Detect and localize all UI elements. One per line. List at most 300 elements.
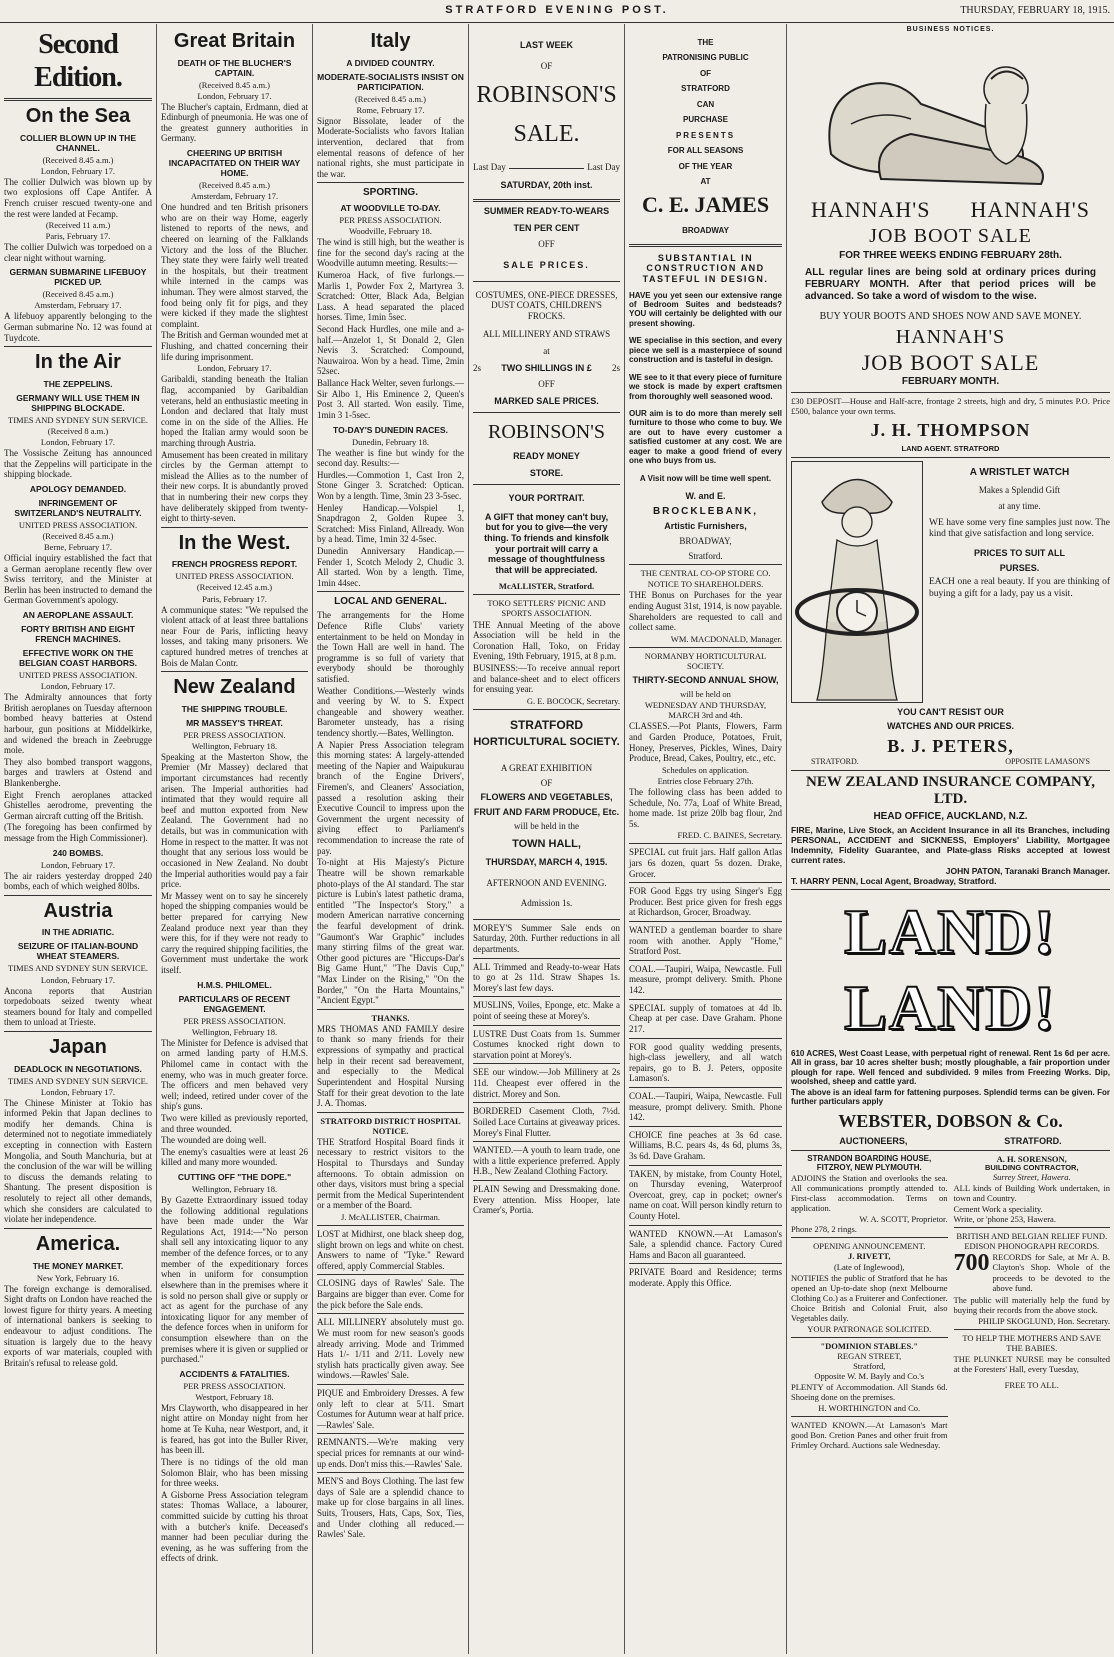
dateline: London, February 17. bbox=[40, 974, 116, 985]
ad-line: Surrey Street, Hawera. bbox=[992, 1172, 1071, 1183]
ad-line: at any time. bbox=[998, 501, 1041, 512]
divider bbox=[317, 1009, 464, 1010]
news-source: PER PRESS ASSOCIATION. bbox=[183, 1015, 286, 1026]
article-text: Two were killed as previously reported, and three wounded. bbox=[161, 1112, 308, 1134]
dateline: Wellington, February 18. bbox=[191, 740, 278, 751]
notice-text: BUSINESS:—To receive annual report and balance-sheet and to elect officers for ensuing year. bbox=[473, 662, 620, 695]
ad-line: OF THE YEAR bbox=[678, 161, 733, 171]
stratford-show-ad bbox=[473, 718, 620, 909]
dateline: London, February 17. bbox=[40, 681, 116, 692]
article-headline: AN AEROPLANE ASSAULT. bbox=[22, 609, 134, 620]
ad-signature: T. HARRY PENN, Local Agent, Broadway, Stratford. bbox=[791, 875, 997, 886]
dateline: Amsterdam, February 17. bbox=[34, 300, 122, 311]
dateline: Amsterdam, February 17. bbox=[190, 191, 279, 202]
ad-line: OF bbox=[540, 60, 553, 71]
article-text: Amusement has been created in military circles by the German attempt to mislead the Allies as to the number of their new corps. It is abundantly proved that in numbering their new corps they have deliberately skipped from twenty-eight to thirty-seven. bbox=[161, 449, 308, 524]
notice-heading: TOKO SETTLERS' PICNIC AND SPORTS ASSOCIATION. bbox=[487, 598, 606, 619]
ad-line: PURSES. bbox=[999, 562, 1040, 573]
classified-ad: MOREY'S Summer Sale ends on Saturday, 20th. Further reductions in all departments. bbox=[473, 922, 620, 954]
ad-line: OF bbox=[540, 777, 553, 788]
notice-heading: STRATFORD DISTRICT HOSPITAL NOTICE. bbox=[320, 1115, 461, 1136]
ad-title: LAND! LAND! bbox=[844, 896, 1057, 1043]
ad-line: OFF bbox=[538, 239, 555, 250]
article-text: The foreign exchange is demoralised. Sight drafts on London have reached the lowest figure for thirty years. A meeting of international bankers is seeking to endeavour to adjust conditions. The situation is largely due to the heavy exports of war materials, coupled with Britain's refusal to release gold. bbox=[4, 1283, 152, 1368]
notice-signature: WM. MACDONALD, Manager. bbox=[670, 633, 782, 644]
column-1 bbox=[0, 24, 156, 1652]
dateline: London, February 17. bbox=[40, 1086, 116, 1097]
column-5 bbox=[625, 24, 786, 1652]
ad-line: STRATFORD bbox=[681, 84, 730, 94]
ad-line: THE bbox=[697, 38, 714, 47]
column-3 bbox=[313, 24, 468, 1652]
ad-line: Stratford, bbox=[853, 1360, 886, 1371]
article-headline: APOLOGY DEMANDED. bbox=[29, 483, 127, 494]
ad-line: Write, or 'phone 253, Hawera. bbox=[953, 1214, 1056, 1225]
notice-text: THE Annual Meeting of the above Association will be held in the Coronation Hall, Toko, on Friday Evening, 19th February, 1915, at 8 p.m. bbox=[473, 619, 620, 662]
ad-line: W. and E. bbox=[685, 491, 726, 502]
land-ad bbox=[791, 894, 1110, 1147]
article-headline: GERMAN SUBMARINE LIFEBUOY PICKED UP. bbox=[9, 267, 147, 288]
ad-line: TWO SHILLINGS IN £ bbox=[501, 362, 592, 373]
lady-watch-illustration bbox=[791, 461, 923, 703]
divider bbox=[317, 591, 464, 592]
article-headline: EFFECTIVE WORK ON THE BELGIAN COAST HARBORS. bbox=[18, 648, 138, 669]
divider bbox=[317, 1112, 464, 1113]
article-headline: PARTICULARS OF RECENT ENGAGEMENT. bbox=[178, 993, 291, 1014]
hannah-ad bbox=[791, 26, 1110, 388]
article-headline: CHEERING UP BRITISH INCAPACITATED ON THEIR WAY HOME. bbox=[168, 148, 301, 179]
article-headline: INFRINGEMENT OF SWITZERLAND'S NEUTRALITY. bbox=[14, 497, 142, 518]
ad-line: COSTUMES, ONE-PIECE DRESSES, DUST COATS, CHILDREN'S FROCKS. bbox=[475, 289, 618, 321]
dateline: Westport, February 18. bbox=[195, 1391, 274, 1402]
article-text: A Napier Press Association telegram this morning states: A largely-attended meeting of the Napier and Waipukurau branch of the Engine Drivers', Firemen's, and Cleaners' Association, passed a resolution asking their Executive Council to impress upon the Government the urgent necessity of giving effect to Parliament's recommendation to increase the rate of pay. bbox=[317, 739, 464, 856]
divider bbox=[4, 98, 152, 101]
article-text: Hurdles.—Commotion 1, Cast Iron 2, Stone Ginger 3. Scratched: Optican. Won by a length. Time, 3min 23 3-5sec. bbox=[317, 469, 464, 501]
article-headline: SEIZURE OF ITALIAN-BOUND WHEAT STEAMERS. bbox=[17, 941, 139, 962]
article-headline: IN THE ADRIATIC. bbox=[41, 927, 115, 938]
ad-line: REGAN STREET, bbox=[837, 1350, 902, 1361]
ad-line: OFF bbox=[538, 379, 555, 390]
ad-line: READY MONEY bbox=[513, 450, 580, 461]
dateline: London, February 17. bbox=[40, 859, 116, 870]
article-text: Dunedin Anniversary Handicap.—Fender 1, Scotch Melody 2, Chudic 3. All started. Won by a length. Time, 1min 44sec. bbox=[317, 546, 464, 588]
article-text: Garibaldi, standing beneath the Italian flag, accompanied by Garibaldian veterans, held an enthusiastic meeting in London and declared that Italy must come in on the side of the Allies. He hoped the Italian army would soon be marching through Austria. bbox=[161, 374, 308, 448]
ad-signature: PHILIP SKOGLUND, Hon. Secretary. bbox=[978, 1315, 1110, 1326]
article-text: Official inquiry established the fact that a German aeroplane recently flew over Swiss territory, and the Minister at Berlin has been instructed to demand the German Government's apology. bbox=[4, 552, 152, 606]
article-text: Kumeroa Hack, of five furlongs.—Marlis 1, Powder Fox 2, Martyrea 3. Scratched: Otter, Black Ada, Belgian Lass. A head separated the placed horses. Time, 1min 5sec. bbox=[317, 270, 464, 323]
classified-ad: REMNANTS.—We're making very special prices for remnants at our wind-up ends. Don't miss this.—Rawles' Sale. bbox=[317, 1437, 464, 1469]
ad-text: NOTIFIES the public of Stratford that he has opened an Up-to-date shop (next Melbourne Clothing Co.) as a Fruiterer and Confectioner. Choice British and Colonial Fruit, also Vegetables daily. bbox=[791, 1272, 948, 1323]
ad-line: EDISON PHONOGRAPH RECORDS. bbox=[964, 1241, 1100, 1252]
notice-text: Schedules on application. bbox=[661, 764, 750, 775]
ad-line: PRESENTS bbox=[675, 130, 736, 140]
article-headline: MODERATE-SOCIALISTS INSIST ON PARTICIPATION. bbox=[317, 71, 464, 92]
portrait-ad bbox=[473, 493, 620, 591]
article-text: The Admiralty announces that forty British aeroplanes on Tuesday afternoon bombed heavy batteries at Ostend harbour, gun positions at Middelkirke, and widened the breach in Zeebrugge mole. bbox=[4, 692, 152, 756]
divider bbox=[317, 182, 464, 183]
ad-line: Cement Work a speciality. bbox=[953, 1204, 1043, 1215]
notice-signature: G. E. BOCOCK, Secretary. bbox=[526, 695, 620, 706]
ad-text: EACH one a real beauty. If you are thinking of buying a gift for a lady, pay us a visit. bbox=[929, 577, 1110, 599]
article-text: To-night at His Majesty's Picture Theatre will be shown remarkable photo-plays of the Al standard. The star picture is Lubin's latest pathetic drama, entitled "The Inspector's Story," a modern American narrative concerning the fearful development of drink. "Gaumont's War Graphic" includes many stirring films of the great war. Other good pictures are "Hiccups-Dar's Big Game Hunt," "The Davis Cup," "Max Linder on the Rising," "On the Border," "On the Harta Mountains," "Ancient Egypt." bbox=[317, 857, 464, 1006]
peters-ad bbox=[791, 461, 1110, 703]
dateline: London, February 17. bbox=[197, 90, 272, 101]
column-6 bbox=[787, 24, 1114, 1652]
column-2 bbox=[157, 24, 312, 1652]
divider bbox=[4, 895, 152, 896]
classified-ad: TAKEN, by mistake, from County Hotel, on Thursday evening, Waterproof Overcoat, grey, cap in pocket; owner's name on coat. Will person kindly return to County Hotel. bbox=[629, 1168, 782, 1222]
divider bbox=[317, 1384, 464, 1385]
article-text: The weather is fine but windy for the second day. Results:— bbox=[317, 447, 464, 469]
james-ad bbox=[629, 38, 782, 236]
article-text: They also bombed transport waggons, barges and trawlers at Ostend and Blankenberghe. bbox=[4, 756, 152, 788]
article-text: Henley Handicap.—Volspiel 1, Snapdragon 2, Golden Rupee 3. Scratched: Miss Finland, Allready. Won by a head. Time, 1min 32 4-5sec. bbox=[317, 502, 464, 545]
ad-line: at bbox=[543, 345, 550, 356]
ad-line: 2s bbox=[473, 362, 482, 373]
dateline: London, February 17. bbox=[40, 436, 116, 447]
notice-heading: THANKS. bbox=[371, 1012, 410, 1023]
classified-ad: LOST at Midhirst, one black sheep dog, slight brown on legs and white on chest. Answers to name of "Tyke." Reward offered, apply Commercial Stables. bbox=[317, 1229, 464, 1271]
dateline: (Received 12.45 a.m.) bbox=[196, 582, 273, 593]
ad-text: OUR aim is to do more than merely sell furniture to those who come to buy. We are out to have every customer a satisfied customer at any cost. We are eager to make a good friend of every one who buys from us. bbox=[629, 408, 782, 466]
ad-title: BRITISH AND BELGIAN RELIEF FUND. bbox=[956, 1231, 1108, 1242]
article-text: A Gisborne Press Association telegram states: Thomas Wallace, a labourer, committed suicide by cutting his throat with a butcher's knife. Deceased's manner had been peculiar during the evening, as he was suffering from the effects of drink. bbox=[161, 1489, 308, 1564]
ad-line: FOR ALL SEASONS bbox=[667, 146, 744, 156]
ad-text: HAVE you yet seen our extensive range of Bedroom Suites and bedsteads? YOU will certainly be delighted with our present showing. bbox=[629, 290, 782, 328]
classified-ad: PLAIN Sewing and Dressmaking done. Every attention. Miss Hooper, late Cramer's, Portia. bbox=[473, 1183, 620, 1216]
ad-title: HORTICULTURAL SOCIETY. bbox=[473, 735, 620, 748]
ad-title: OPENING ANNOUNCEMENT. bbox=[813, 1241, 926, 1252]
notice-heading: NOTICE TO SHAREHOLDERS. bbox=[647, 579, 764, 590]
news-source: PER PRESS ASSOCIATION. bbox=[339, 215, 442, 226]
divider bbox=[317, 1433, 464, 1434]
article-text: Speaking at the Masterton Show, the Premier (Mr Massey) declared that important circumstances had recently arisen. The Imperial authorities had intimated that they would require all beef and mutton exported from New Zealand. The Government had no details, but was in communication with Home in respect to the matter. It was not thought that any serious loss would be occasioned in New Zealand. No doubt the Imperial authorities would pay a fair price. bbox=[161, 751, 308, 890]
ad-text: WE have some very fine samples just now. The kind that give satisfaction and long service. bbox=[929, 517, 1110, 540]
classified-ad: COAL.—Taupiri, Waipa, Newcastle. Full measure, prompt delivery. Smith. Phone 142. bbox=[629, 963, 782, 996]
dateline: Wellington, February 18. bbox=[191, 1184, 278, 1195]
ad-title: YOUR PORTRAIT. bbox=[508, 493, 585, 504]
brocklebank-ad bbox=[629, 253, 782, 562]
ad-text: The above is an ideal farm for fattening purposes. Splendid terms can be given. For further particulars apply bbox=[791, 1087, 1110, 1107]
ad-line: FEBRUARY MONTH. bbox=[901, 375, 1000, 387]
ad-text: PLENTY of Accommodation. All Stands 6d. Shoeing done on the premises. bbox=[791, 1381, 948, 1402]
ad-line: OPPOSITE LAMASON'S bbox=[1005, 757, 1090, 767]
classified-ad: MUSLINS, Voiles, Eponge, etc. Make a point of seeing these at Morey's. bbox=[473, 1000, 620, 1022]
article-text: The British and German wounded met at Flushing, and chatted concerning their life during imprisonment. bbox=[161, 330, 308, 362]
ad-line: 2s bbox=[611, 362, 620, 373]
section-heading: Japan bbox=[49, 1035, 107, 1058]
dateline: London, February 17. bbox=[40, 165, 116, 176]
classified-ad: MEN'S and Boys Clothing. The last few days of Sale are a splendid chance to make up for close bargains in all lines. Suits, Trousers, Hats, Caps, Sox, Ties, and Under clothing all reduced.—Rawles' Sale. bbox=[317, 1476, 464, 1540]
article-headline: THE MONEY MARKET. bbox=[32, 1260, 124, 1271]
ad-line: PRICES TO SUIT ALL bbox=[973, 548, 1065, 559]
divider bbox=[4, 1228, 152, 1229]
classified-ad: PRIVATE Board and Residence; terms moderate. Apply this Office. bbox=[629, 1267, 782, 1289]
ad-title: HANNAH'S bbox=[895, 326, 1006, 349]
ad-line: FRUIT AND FARM PRODUCE, Etc. bbox=[473, 806, 620, 817]
ad-text: FIRE, Marine, Live Stock, an Accident Insurance in all its Branches, including PERSONAL, ACCIDENT and SICKNESS, Employers' Liability, Mortgagee Indemnity, Fidelity Guarantee, and Plate-glass Risks accepted at lowest current rates. bbox=[791, 824, 1110, 865]
dateline: (Received 8 a.m.) bbox=[47, 425, 109, 436]
ad-line: ALL MILLINERY AND STRAWS bbox=[482, 329, 611, 340]
ad-line: Makes a Splendid Gift bbox=[978, 484, 1061, 495]
edition-title: Second Edition. bbox=[34, 29, 122, 94]
ad-title: NEW ZEALAND INSURANCE COMPANY, LTD. bbox=[806, 773, 1095, 808]
article-text: Signor Bissolate, leader of the Moderate-Socialists who favors Italian intervention, declared that from elemental reasons of defence of her national rights, she must participate in the war. bbox=[317, 115, 464, 179]
ad-line: LAND AGENT. STRATFORD bbox=[901, 444, 1000, 453]
notice-text: THE Bonus on Purchases for the year ending August 31st, 1914, is now payable. Shareholders are requested to call and collect same. bbox=[629, 590, 782, 633]
ad-line: PATRONISING PUBLIC bbox=[662, 53, 749, 63]
classified-ad: CLOSING days of Rawles' Sale. The Bargains are bigger than ever. Come for the pick before the Sale ends. bbox=[317, 1278, 464, 1310]
classified-ad: CHOICE fine peaches at 3s 6d case. Williams, B.C. pears 4s, 4s 6d, plums 3s, 3s 6d. Dave Graham. bbox=[629, 1129, 782, 1161]
ad-title: "DOMINION STABLES." bbox=[820, 1340, 919, 1351]
ad-line: MARKED SALE PRICES. bbox=[494, 395, 599, 406]
notice-signature: J. McALLISTER, Chairman. bbox=[341, 1212, 440, 1223]
classified-ad: SPECIAL supply of tomatoes at 4d lb. Cheap at per case. Dave Graham. Phone 217. bbox=[629, 1002, 782, 1034]
article-text: The arrangements for the Home Defence Rifle Clubs' variety entertainment to be held on Monday in the Town Hall are well in hand. The programme is so full of variety that everybody should be thoroughly satisfied. bbox=[317, 610, 464, 684]
masthead-title: STRATFORD EVENING POST. bbox=[445, 4, 669, 16]
ad-line: FITZROY, NEW PLYMOUTH. bbox=[816, 1162, 922, 1172]
section-heading: SPORTING. bbox=[362, 187, 418, 199]
dateline: Paris, February 17. bbox=[202, 593, 267, 604]
ad-line: FLOWERS AND VEGETABLES, bbox=[480, 792, 613, 803]
notice-text: THE Stratford Hospital Board finds it necessary to restrict visitors to the Hospital to Thursdays and Sunday afternoons. To obtain admission on other days, visitors must bring a special permit from the Medical Superintendent or a member of the Board. bbox=[317, 1136, 464, 1211]
article-headline: ACCIDENTS & FATALITIES. bbox=[179, 1368, 290, 1379]
section-heading: Italy bbox=[370, 30, 411, 52]
article-headline: TO-DAY'S DUNEDIN RACES. bbox=[333, 424, 448, 435]
notice-heading: NORMANBY HORTICULTURAL SOCIETY. bbox=[644, 650, 767, 671]
ad-title: STRANDON BOARDING HOUSE, bbox=[807, 1153, 932, 1163]
ad-title: HANNAH'S bbox=[970, 196, 1091, 222]
ad-line: (Late of Inglewood), bbox=[833, 1261, 905, 1272]
divider bbox=[317, 1274, 464, 1275]
dateline: Paris, February 17. bbox=[45, 231, 111, 242]
ad-line: J. RIVETT, bbox=[847, 1251, 891, 1262]
ad-title: B. J. PETERS, bbox=[887, 736, 1014, 757]
ad-title: ROBINSON'S bbox=[476, 82, 617, 109]
ad-title: C. E. JAMES bbox=[641, 192, 770, 218]
ad-title: TO HELP THE MOTHERS AND SAVE THE BABIES. bbox=[962, 1332, 1102, 1353]
ad-text: ADJOINS the Station and overlooks the sea. All communications promptly attended to. First-class accommodation. Terms on application. bbox=[791, 1173, 948, 1214]
ad-title: TOWN HALL, bbox=[512, 837, 581, 850]
article-text: Second Hack Hurdles, one mile and a-half.—Anzelot 1, St Donald 2, Glen Nevis 3. Scratched: Compound, Nauwairoa. Won by a head. Time, 2min 52sec. bbox=[317, 324, 464, 377]
ad-line: BUSINESS NOTICES. bbox=[906, 26, 995, 33]
section-heading: In the Air bbox=[35, 351, 121, 374]
ad-text: ALL kinds of Building Work undertaken, in town and Country. bbox=[953, 1183, 1110, 1204]
article-text: The air raiders yesterday dropped 240 bombs, each of which weighed 80lbs. bbox=[4, 870, 152, 892]
ad-line: OF bbox=[699, 68, 712, 78]
news-source: UNITED PRESS ASSOCIATION. bbox=[18, 670, 138, 681]
ad-line: AFTERNOON AND EVENING. bbox=[486, 877, 607, 888]
ad-line: BROADWAY bbox=[682, 226, 729, 236]
sorenson-ad bbox=[954, 1154, 1111, 1451]
dateline: (Received 8.45 a.m.) bbox=[42, 289, 114, 300]
ad-line: STRATFORD. bbox=[1004, 1135, 1062, 1146]
article-text: The wounded are doing well. bbox=[161, 1135, 267, 1146]
notice-text: The following class has been added to Schedule, No. 77a, Loaf of White Bread, home made. 1st prize 20lb bag flour, 2nd 5s. bbox=[629, 786, 782, 829]
news-source: PER PRESS ASSOCIATION. bbox=[183, 1380, 286, 1391]
article-text: One hundred and ten British prisoners who are on their way Home, eagerly listened to reports of the news, and cheered on learning of the Falklands Victory and the loss of the Blucher. They state they were fairly well treated in the hospitals, but their treatment while interned in the camps was inhuman. They were almost starved, the food being only fit for pigs, and they were kicked if they made the slightest complaint. bbox=[161, 202, 308, 329]
article-text: Ancona reports that Austrian torpedoboats seized twenty wheat steamers bound for Italy and compelled them to unload at Trieste. bbox=[4, 985, 152, 1028]
dateline: Wellington, February 18. bbox=[191, 1026, 278, 1037]
article-text: The Blucher's captain, Erdmann, died at Edinburgh of pneumonia. He was one of the greatest gunnery authorities in Germany. bbox=[161, 101, 308, 144]
ad-line: YOU CAN'T RESIST OUR bbox=[897, 706, 1004, 717]
news-source: TIMES AND SYDNEY SUN SERVICE. bbox=[8, 1075, 148, 1086]
ad-title: BROCKLEBANK, bbox=[652, 505, 759, 517]
article-headline: H.M.S. PHILOMEL. bbox=[197, 979, 272, 990]
ad-line: Phone 278, 2 rings. bbox=[791, 1224, 857, 1235]
classified-ad: WANTED a gentleman boarder to share room with another. Apply "Home," Stratford Post. bbox=[629, 925, 782, 957]
ad-line: THURSDAY, MARCH 4, 1915. bbox=[485, 856, 608, 867]
notice-text: MRS THOMAS AND FAMILY desire to thank so many friends for their expressions of sympathy and practical help in their recent sad bereavement, and especially to the Medical Superintendent and Hospital Nursing Staff for their great devotion to the late J. A. Thomas. bbox=[317, 1023, 464, 1109]
boots-illustration bbox=[791, 34, 1091, 194]
news-source: UNITED PRESS ASSOCIATION. bbox=[18, 519, 138, 530]
article-text: Eight French aeroplanes attacked Ghistelles aerodrome, preventing the German aircraft cutting off the British. bbox=[4, 789, 152, 821]
robinson-ad bbox=[473, 40, 620, 478]
ad-text: A GIFT that money can't buy, but for you to give—the very thing. To friends and kinsfolk your portrait will carry a message of thoughtfulness that will be appreciated. bbox=[484, 511, 609, 575]
ad-line: STRATFORD. bbox=[811, 757, 859, 767]
classified-ad: WANTED KNOWN.—At Lamason's Sale, a splendid chance. Factory Cured Hams and Bacon all guaranteed. bbox=[629, 1228, 782, 1260]
article-text: A communique states: "We repulsed the violent attack of at least three battalions near Four de Paris, inflicting heavy losses, and taking many prisoners. We captured hundred metres of trenches at Bois de Malan Contr. bbox=[161, 604, 308, 668]
article-text: The Vossische Zeitung has announced that the Zeppelins will participate in the shipping blockade. bbox=[4, 447, 152, 480]
classified-ad: SPECIAL cut fruit jars. Half gallon Atlas jars 6s dozen, quart 5s dozen. Drake, Grocer. bbox=[629, 847, 782, 879]
article-headline: GERMANY WILL USE THEM IN SHIPPING BLOCKADE. bbox=[16, 392, 140, 413]
classified-ad: PIQUE and Embroidery Dresses. A few only left to clear at 5/11. Smart Costumes for Autumn wear at half price.—Rawles' Sale. bbox=[317, 1387, 464, 1430]
ad-line: SATURDAY, 20th inst. bbox=[500, 180, 593, 191]
section-heading: America. bbox=[35, 1232, 121, 1255]
article-headline: MR MASSEY'S THREAT. bbox=[186, 717, 283, 728]
ad-line: SUMMER READY-TO-WEARS bbox=[483, 206, 610, 217]
ad-title: SUBSTANTIAL IN CONSTRUCTION AND TASTEFUL IN DESIGN. bbox=[642, 252, 769, 284]
ad-line: BROADWAY, bbox=[679, 536, 732, 547]
divider bbox=[4, 1031, 152, 1032]
divider bbox=[317, 1225, 464, 1226]
dateline: (Received 8.45 a.m.) bbox=[198, 79, 271, 90]
toko-notice bbox=[473, 598, 620, 705]
ad-text: WE specialise in this section, and every piece we sell is a masterpiece of sound construction and is tasteful in design. bbox=[629, 336, 782, 365]
section-heading: Great Britain bbox=[173, 30, 296, 52]
dateline: (Received 8.45 a.m.) bbox=[198, 180, 271, 191]
news-source: PER PRESS ASSOCIATION. bbox=[183, 729, 286, 740]
ad-signature: H. WORTHINGTON and Co. bbox=[818, 1402, 921, 1413]
ad-line: YOUR PATRONAGE SOLICITED. bbox=[807, 1323, 932, 1334]
ad-line: BUILDING CONTRACTOR, bbox=[984, 1162, 1079, 1172]
ad-signature: McALLISTER, Stratford. bbox=[498, 581, 595, 592]
notice-text: CLASSES.—Pot Plants, Flowers, Farm and Garden Produce, Potatoes, Fruit, Honey, Preserves, Pickles, Wines, Dairy Produce, Bread, Cakes, Poultry, etc., etc. bbox=[629, 721, 782, 764]
article-text: Mr Massey went on to say he sincerely hoped the shipping companies would be better prepared for carrying New Zealand produce next year than they were this, for if they were not ready to carry the required shipping facilities, the Government must undertake the work itself. bbox=[161, 890, 308, 976]
classified-ad: SEE our window.—Job Millinery at 2s 11d. Cheapest ever offered in the district. Morey and Son. bbox=[473, 1067, 620, 1099]
ad-line: Admission 1s. bbox=[520, 898, 573, 909]
article-headline: FRENCH PROGRESS REPORT. bbox=[171, 559, 298, 570]
classified-ad: COAL.—Taupiri, Waipa, Newcastle. Full measure, prompt delivery. Smith. Phone 142. bbox=[629, 1090, 782, 1123]
ad-line: Opposite W. M. Bayly and Co.'s bbox=[814, 1370, 925, 1381]
ad-line: TEN PER CENT bbox=[513, 222, 580, 233]
dateline: Dunedin, February 18. bbox=[352, 436, 429, 447]
classified-ad: LUSTRE Dust Coats from 1s. Summer Costumes knocked right down to starvation point at Morey's. bbox=[473, 1028, 620, 1060]
divider bbox=[4, 346, 152, 347]
classified-ad: ALL Trimmed and Ready-to-wear Hats to go at 2s 11d. Straw Shapes 1s. Morey's last few days. bbox=[473, 961, 620, 993]
article-text: A lifebuoy apparently belonging to the German submarine No. 12 was found at Tuydcote. bbox=[4, 311, 152, 343]
ad-line: A GREAT EXHIBITION bbox=[500, 762, 593, 773]
ad-line: AUCTIONEERS, bbox=[839, 1135, 908, 1146]
article-text: Ballance Hack Welter, seven furlongs.—Sir Albo 1, His Eminence 2, Queen's Post 3. All started. Won easily. Time, 1min 3 1-5sec. bbox=[317, 378, 464, 420]
notice-text: will be held on bbox=[680, 689, 731, 700]
ad-line: STORE. bbox=[529, 467, 564, 478]
ad-line: BUY YOUR BOOTS AND SHOES NOW AND SAVE MONEY. bbox=[819, 310, 1082, 322]
classified-ad: FOR Good Eggs try using Singer's Egg Producer. Best price given for fresh eggs at Richardson, Grocer, Broadway. bbox=[629, 886, 782, 918]
notice-text: WEDNESDAY AND THURSDAY, MARCH 3rd and 4th. bbox=[644, 700, 767, 721]
ad-text: ALL regular lines are being sold at ordinary prices during FEBRUARY MONTH. After that period prices will be advanced. So take a word of wisdom to the wise. bbox=[805, 267, 1096, 302]
ad-line: HEAD OFFICE, AUCKLAND, N.Z. bbox=[873, 811, 1028, 823]
article-headline: FORTY BRITISH AND EIGHT FRENCH MACHINES. bbox=[21, 623, 135, 644]
article-headline: 240 BOMBS. bbox=[52, 847, 104, 858]
ad-line: Last Day bbox=[587, 161, 620, 172]
notice-signature: FRED. C. BAINES, Secretary. bbox=[677, 830, 782, 841]
section-heading: LOCAL AND GENERAL. bbox=[334, 596, 447, 608]
article-text: The collier Dulwich was blown up by two explosions off Cape Antifer. A French cruiser rescued twenty-one and the rest were landed at Fecamp. bbox=[4, 176, 152, 219]
masthead bbox=[0, 0, 1114, 23]
ad-text: THE PLUNKET NURSE may be consulted at the Foresters' Hall, every Tuesday, bbox=[953, 1353, 1110, 1374]
classified-ad: WANTED KNOWN.—At Lamason's Mart good Bon. Cretion Panes and other fruit from Frimley Orchard. Auctions sale Wednesday. bbox=[791, 1419, 948, 1450]
article-headline: AT WOODVILLE TO-DAY. bbox=[340, 203, 441, 214]
ad-line: Last Day bbox=[473, 161, 506, 172]
ad-line: WATCHES AND OUR PRICES. bbox=[886, 721, 1014, 732]
ad-number: 700 bbox=[953, 1250, 990, 1277]
ad-text: The public will materially help the fund by buying their records from the above stock. bbox=[953, 1294, 1110, 1315]
article-text: The collier Dulwich was torpedoed on a clear night without warning. bbox=[4, 242, 152, 263]
article-text: The enemy's casualties were at least 26 killed and many more wounded. bbox=[161, 1146, 308, 1168]
article-text: The Chinese Minister at Tokio has informed Pekin that Japan declines to modify her demands. China is determined not to negotiate immediately excepting in connection with Eastern Mongolia, and South Manchuria, but at the conclusion of the war will be willing to discuss the demands relating to Shantung. The present disposition is resolutely to reject all other demands, which she considers are calculated to violate her independence. bbox=[4, 1097, 152, 1225]
dateline: Berne, February 17. bbox=[44, 541, 112, 552]
column-4 bbox=[469, 24, 624, 1652]
ad-line: will be held in the bbox=[514, 821, 579, 832]
article-text: Mrs Clayworth, who disappeared in her night attire on Monday night from her home at Te Kuha, near Westport, and, it is feared, has got into the Buller River, has been ill. bbox=[161, 1402, 308, 1456]
ad-title: SALE. bbox=[513, 120, 580, 147]
article-text: By Gazette Extraordinary issued today the following additional regulations have been made under the War Regulations Act, 1914:—"No person shall sell any intoxicating liquor to any member of the defence forces, or to any member of the expeditionary forces when in uniform for consumption elsewhere than in the premises where it is sold no person shall give or supply or act as agent for the purchase of any intoxicating liquor for any member of the defence forces when in uniform for consumption elsewhere than on the premises where it is given or supplied or purchased." bbox=[161, 1195, 308, 1365]
ad-title: HANNAH'S bbox=[810, 196, 931, 222]
ad-title: WEBSTER, DOBSON & Co. bbox=[838, 1110, 1063, 1131]
article-headline: THE ZEPPELINS. bbox=[43, 378, 113, 389]
boarding-house-ad bbox=[791, 1154, 948, 1451]
ad-text: £30 DEPOSIT—House and Half-acre, frontage 2 streets, high and dry, 5 minutes P.O. Price £500, balance your own terms. bbox=[791, 395, 1110, 416]
classified-ad: ALL MILLINERY absolutely must go. We must room for new season's goods already arriving. Mode and Trimmed Hats 1/- 1/11 and 2/11. Lovely new stylish hats practically given away. See windows.—Rawles' Sale. bbox=[317, 1317, 464, 1381]
article-text: (The foregoing has been confirmed by message from the High Commissioner). bbox=[4, 822, 152, 843]
dateline: New York, February 16. bbox=[36, 1272, 120, 1283]
masthead-date: THURSDAY, FEBRUARY 18, 1915. bbox=[960, 5, 1110, 16]
section-heading: On the Sea bbox=[25, 105, 131, 128]
classified-ad: FOR good quality wedding presents, high-class jewellery, and all watch repairs, go to B. J. Peters, opposite Lamason's. bbox=[629, 1041, 782, 1084]
ad-text: 610 ACRES, West Coast Lease, with perpetual right of renewal. Rent 1s 6d per acre. All in grass, bar 10 acres shelter bush; mostly ploughable, a fair proportion under plough for rape. Well fenced and subdivided. 9 miles from Freezing Works. Dip, woolshed, sheep and cattle yard. bbox=[791, 1049, 1110, 1087]
ad-signature: JOHN PATON, Taranaki Branch Manager. bbox=[945, 865, 1110, 876]
ad-title: JOB BOOT SALE bbox=[861, 349, 1040, 375]
ad-line: A Visit now will be time well spent. bbox=[639, 473, 772, 483]
classified-ad: BORDERED Casement Cloth, 7½d. Soiled Lace Curtains at giveaway prices. Morey's Final Flutter. bbox=[473, 1106, 620, 1138]
notice-heading: THIRTY-SECOND ANNUAL SHOW, bbox=[632, 674, 779, 685]
ad-line: Artistic Furnishers, bbox=[664, 521, 747, 532]
notice-heading: THE CENTRAL CO-OP STORE CO. bbox=[640, 568, 771, 579]
article-text: The Minister for Defence is advised that on armed landing party of H.M.S. Philomel came in contact with the enemy, who was in much greater force. The officers and men behaved very well; indeed, retired under cover of the ship's guns. bbox=[161, 1037, 308, 1112]
ad-line: SALE PRICES. bbox=[503, 259, 590, 270]
news-source: UNITED PRESS ASSOCIATION. bbox=[175, 571, 294, 582]
ad-title: ROBINSON'S bbox=[488, 421, 605, 444]
dateline: Rome, February 17. bbox=[356, 104, 425, 115]
dateline: (Received 8.45 a.m.) bbox=[42, 530, 114, 541]
ad-title: JOB BOOT SALE bbox=[869, 224, 1032, 247]
dateline: (Received 11 a.m.) bbox=[45, 220, 111, 231]
ad-line: FOR THREE WEEKS ENDING FEBRUARY 28th. bbox=[839, 250, 1062, 262]
insurance-ad bbox=[791, 774, 1110, 886]
article-headline: DEATH OF THE BLUCHER'S CAPTAIN. bbox=[177, 57, 292, 78]
article-headline: A DIVIDED COUNTRY. bbox=[346, 57, 435, 68]
